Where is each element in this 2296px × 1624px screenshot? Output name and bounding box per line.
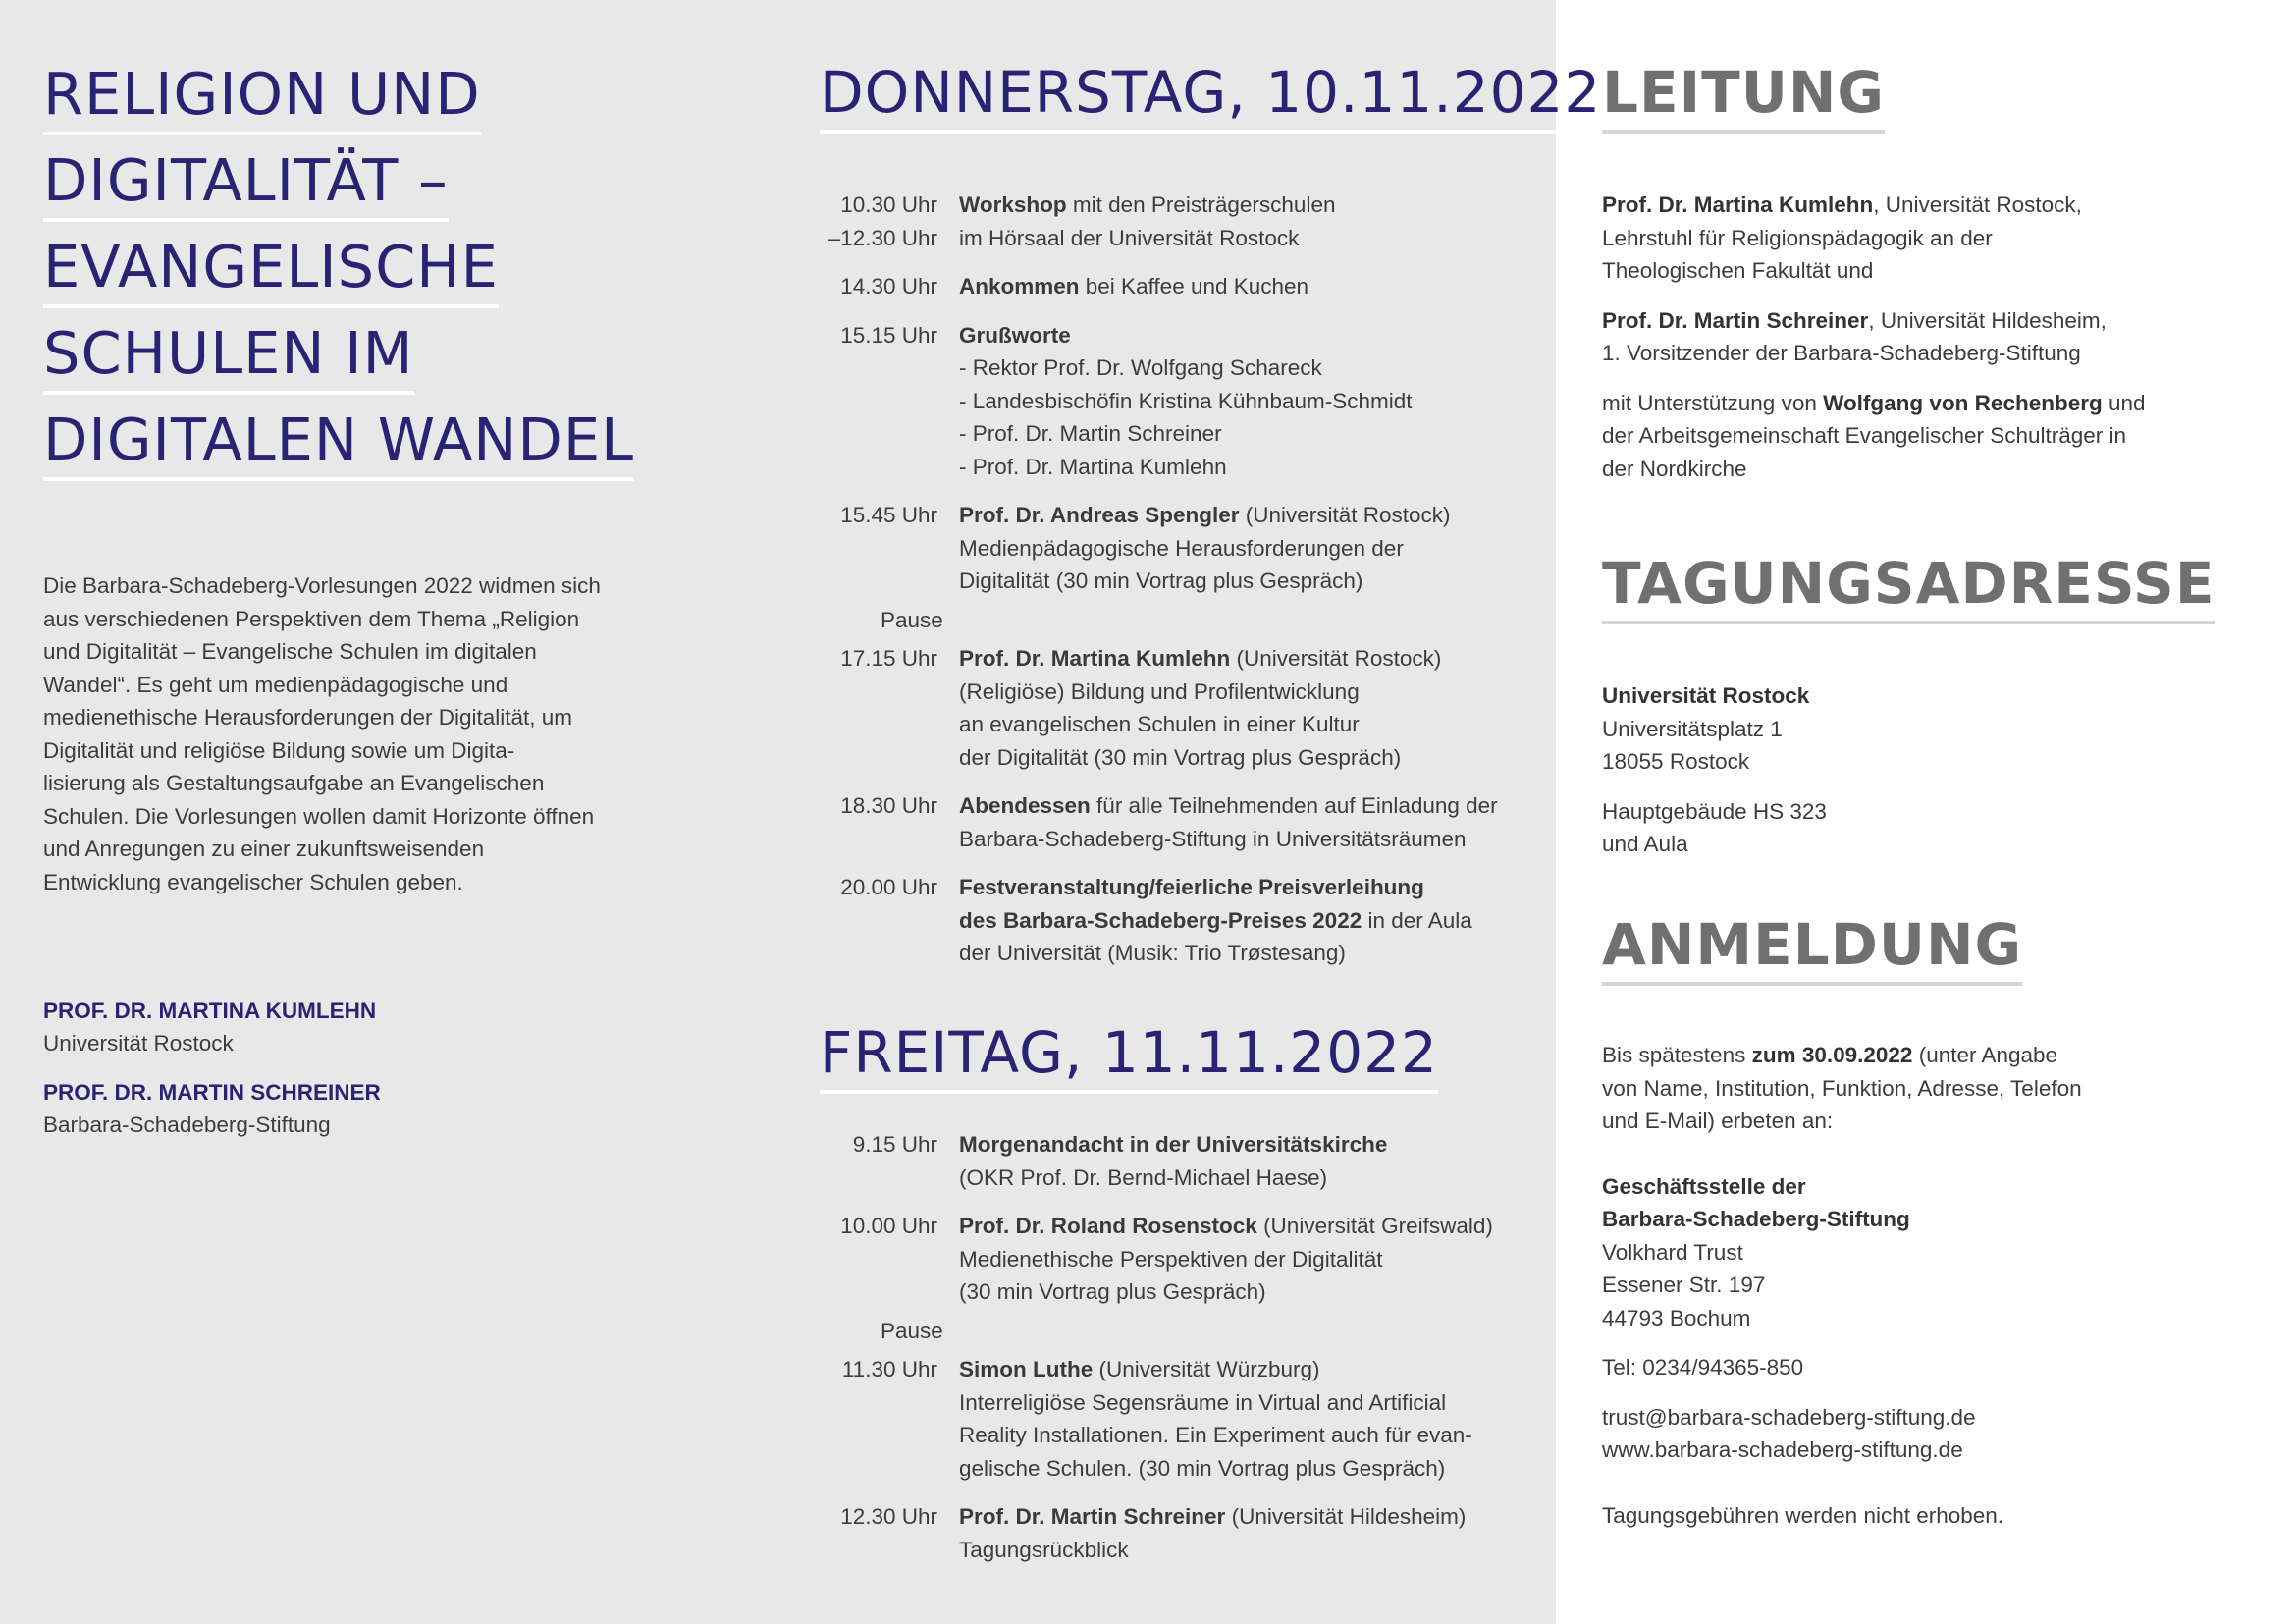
tagungsadresse-heading: TAGUNGSADRESSE (1602, 552, 2215, 624)
pause-label: Pause (881, 607, 943, 632)
title-line-3: EVANGELISCHE (43, 238, 499, 308)
entry-text: Festveranstaltung/feierliche Preisverleihung des Barbara-Schadeberg-Preises 2022 in der Aula der Universität (Musik: Trio Trøstesang) (959, 875, 1472, 965)
entry-text: Simon Luthe (Universität Würzburg) Interreligiöse Segensräume in Virtual and Artificial Reality Installationen. Ein Experiment auch für evan- gelische Schulen. (30 min Vortrag plus Gespräch) (959, 1357, 1472, 1481)
entry-text: Ankommen bei Kaffee und Kuchen (959, 274, 1309, 298)
entry-time: 10.30 Uhr –12.30 Uhr (828, 192, 937, 250)
event-title (43, 60, 634, 497)
thursday-heading: DONNERSTAG, 10.11.2022 (820, 61, 1601, 134)
entry-time: 10.00 Uhr (840, 1214, 937, 1238)
entry-time: 11.30 Uhr (841, 1357, 937, 1381)
entry-time: 14.30 Uhr (840, 274, 937, 298)
tagungsadresse-body (1602, 679, 1827, 878)
schedule-entry (820, 1500, 1526, 1566)
title-line-5: DIGITALEN WANDEL (43, 410, 634, 481)
schedule-entry (820, 789, 1526, 855)
venue-name: Universität Rostock (1602, 683, 1810, 708)
anmeldung-body (1602, 1039, 2082, 1548)
organizer-name: PROF. DR. MARTINA KUMLEHN (43, 999, 377, 1023)
title-line-1: RELIGION UND (43, 65, 481, 135)
anmeldung-section (1602, 913, 2022, 986)
entry-time: 15.45 Uhr (840, 503, 937, 527)
entry-text: Abendessen für alle Teilnehmenden auf Einladung der Barbara-Schadeberg-Stiftung in Universitätsräumen (959, 793, 1498, 851)
organizer-name: PROF. DR. MARTIN SCHREINER (43, 1080, 381, 1105)
phone-number: Tel: 0234/94365-850 (1602, 1355, 1804, 1380)
entry-time: 15.15 Uhr (840, 322, 937, 348)
title-line-4: SCHULEN IM (43, 324, 414, 395)
leitung-paragraph: mit Unterstützung von Wolfgang von Rechenberg und der Arbeitsgemeinschaft Evangelischer Schulträger in der Nordkirche (1602, 390, 2146, 481)
fees-note: Tagungsgebühren werden nicht erhoben. (1602, 1502, 2004, 1528)
entry-time: 18.30 Uhr (840, 793, 937, 818)
entry-time: 9.15 Uhr (852, 1132, 937, 1157)
registration-deadline: Bis spätestens zum 30.09.2022 (unter Angabe von Name, Institution, Funktion, Adresse, Telefon und E-Mail) erbeten an: (1602, 1043, 2082, 1133)
leitung-body (1602, 189, 2146, 502)
schedule-entry (820, 871, 1526, 970)
schedule-entry (820, 1128, 1526, 1194)
leitung-paragraph: Prof. Dr. Martin Schreiner, Universität Hildesheim, 1. Vorsitzender der Barbara-Schadeberg-Stiftung (1602, 307, 2107, 365)
office-address: Geschäftsstelle der Barbara-Schadeberg-Stiftung Volkhard Trust Essener Str. 197 44793 Bochum (1602, 1173, 1910, 1330)
entry-text: Workshop mit den Preisträgerschulen im Hörsaal der Universität Rostock (959, 192, 1336, 250)
thursday-schedule (820, 189, 1526, 986)
schedule-entry (820, 642, 1526, 774)
friday-schedule (820, 1128, 1526, 1582)
organizers (43, 995, 381, 1158)
anmeldung-heading: ANMELDUNG (1602, 913, 2022, 986)
schedule-entry (820, 499, 1526, 598)
entry-time: 12.30 Uhr (840, 1504, 937, 1529)
entry-time: 17.15 Uhr (840, 646, 937, 671)
venue-address: Universitätsplatz 1 18055 Rostock (1602, 716, 1783, 774)
contact-links[interactable]: trust@barbara-schadeberg-stiftung.de www.barbara-schadeberg-stiftung.de (1602, 1404, 1976, 1462)
entry-text: Prof. Dr. Martina Kumlehn (Universität Rostock) (Religiöse) Bildung und Profilentwicklung an evangelischen Schulen in einer Kultur der Digitalität (30 min Vortrag plus Gespräch) (959, 646, 1442, 770)
schedule-entry (820, 270, 1526, 303)
intro-text: Die Barbara-Schadeberg-Vorlesungen 2022 widmen sich aus verschiedenen Perspektiven dem Thema „Religion und Digitalität – Evangelische Schulen im digitalen Wandel“. Es geht um medienpädagogische und medienethische Herausforderungen der Digitalität, um Digitalität und religiöse Bildung sowie um Digita- lisierung als Gestaltungsaufgabe an Evangelischen Schulen. Die Vorlesungen wollen damit Horizonte öffnen und Anregungen zu einer zukunftsweisenden Entwicklung evangelischer Schulen geben. (43, 573, 601, 894)
entry-text: Prof. Dr. Andreas Spengler (Universität Rostock) Medienpädagogische Herausforderungen der Digitalität (30 min Vortrag plus Gespräch) (959, 503, 1451, 593)
organizer-affiliation: Barbara-Schadeberg-Stiftung (43, 1112, 331, 1137)
organizer-affiliation: Universität Rostock (43, 1031, 234, 1056)
schedule-entry (820, 1210, 1526, 1309)
tagungsadresse-section (1602, 552, 2215, 624)
pause-label: Pause (881, 1318, 943, 1343)
title-line-2: DIGITALITÄT – (43, 151, 449, 222)
leitung-paragraph: Prof. Dr. Martina Kumlehn, Universität Rostock, Lehrstuhl für Religionspädagogik an der Theologischen Fakultät und (1602, 192, 2082, 283)
leitung-section (1602, 61, 1885, 134)
entry-text: Prof. Dr. Martin Schreiner (Universität Hildesheim) Tagungsrückblick (959, 1504, 1467, 1562)
entry-text: Morgenandacht in der Universitätskirche (OKR Prof. Dr. Bernd-Michael Haese) (959, 1132, 1388, 1190)
leitung-heading: LEITUNG (1602, 61, 1885, 134)
entry-text: Grußworte - Rektor Prof. Dr. Wolfgang Schareck - Landesbischöfin Kristina Kühnbaum-Schmidt - Prof. Dr. Martin Schreiner - Prof. Dr. Martina Kumlehn (959, 322, 1413, 479)
entry-time: 20.00 Uhr (840, 875, 937, 899)
schedule-entry (820, 189, 1526, 254)
entry-text: Prof. Dr. Roland Rosenstock (Universität Greifswald) Medienethische Perspektiven der Digitalität (30 min Vortrag plus Gespräch) (959, 1214, 1493, 1304)
friday-heading: FREITAG, 11.11.2022 (820, 1021, 1438, 1094)
schedule-entry (820, 1353, 1526, 1485)
schedule-entry (820, 319, 1526, 484)
venue-building: Hauptgebäude HS 323 und Aula (1602, 798, 1827, 856)
